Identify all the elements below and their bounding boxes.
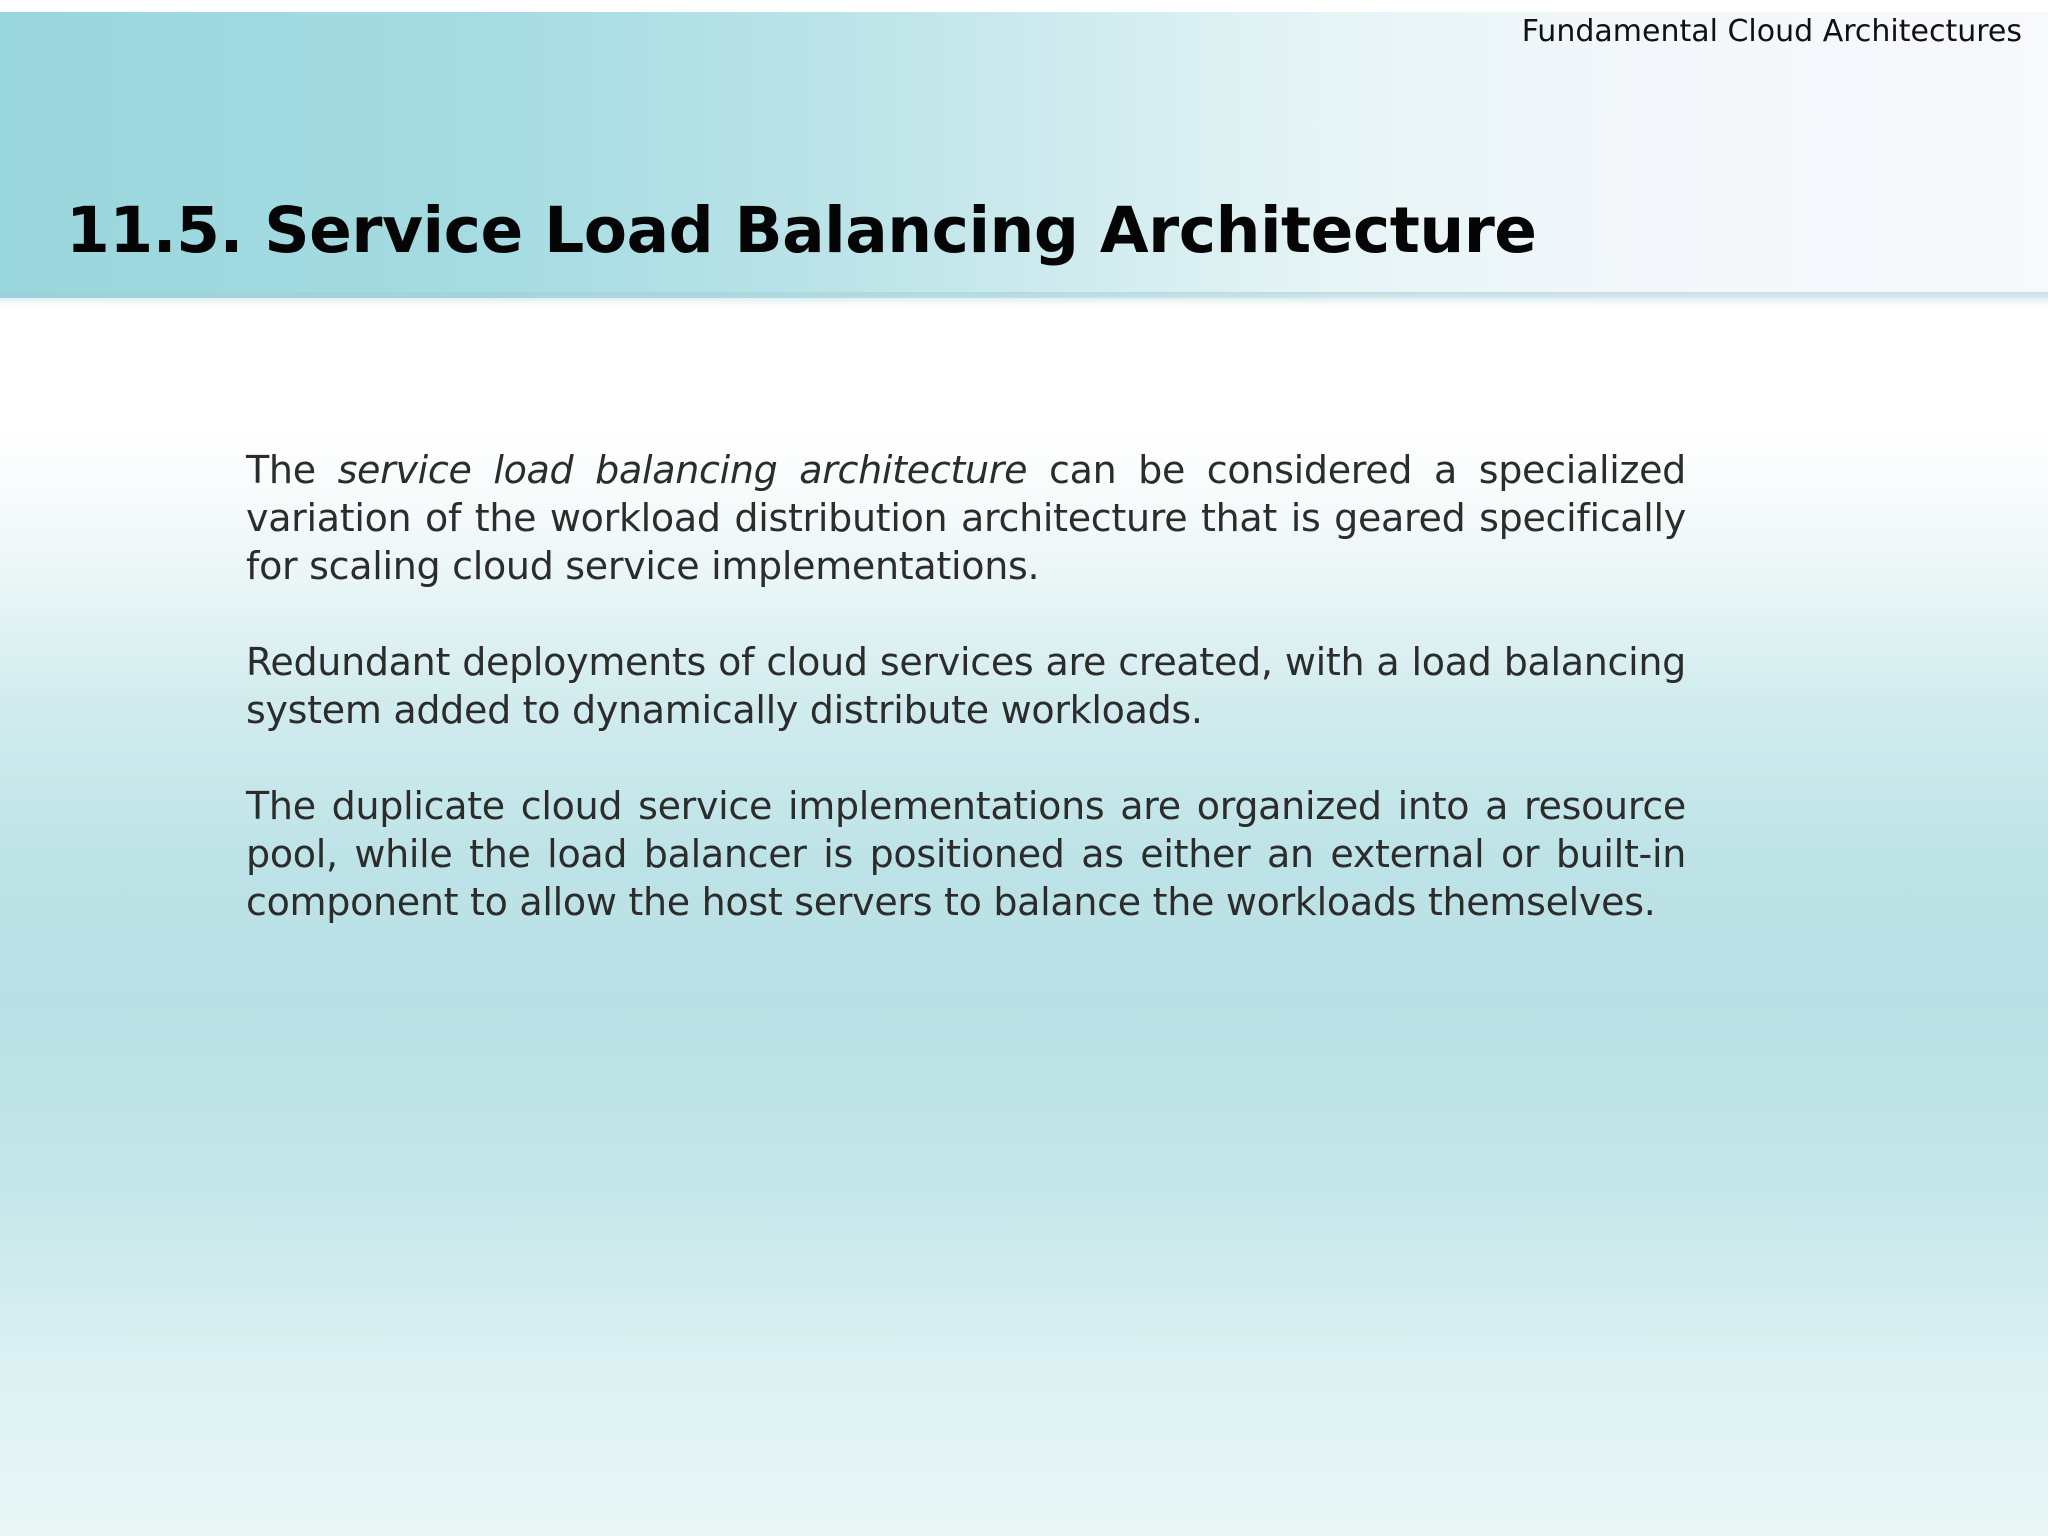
paragraph-definition [246, 446, 1686, 590]
paragraph-redundant-deployments: Redundant deployments of cloud services are created, with a load balancing system added to dynamically distribute workloads. [246, 640, 1686, 732]
paragraph-definition-rest: can be considered a specialized variation of the workload distribution architecture that is geared specifically for scaling cloud service implementations. [246, 448, 1687, 588]
slide-title: 11.5. Service Load Balancing Architecture [66, 194, 1537, 267]
section-header-label: Fundamental Cloud Architectures [1521, 14, 2022, 49]
paragraph-resource-pool: The duplicate cloud service implementations are organized into a resource pool, while the load balancer is positioned as either an external or built-in component to allow the host servers to balance the workloads themselves. [246, 784, 1686, 924]
title-band-shadow [0, 292, 2048, 306]
top-strip [0, 0, 2048, 12]
paragraph-definition-lead: The [246, 448, 338, 492]
slide-body [246, 446, 1686, 974]
term-emphasis: service load balancing architecture [337, 448, 1028, 492]
